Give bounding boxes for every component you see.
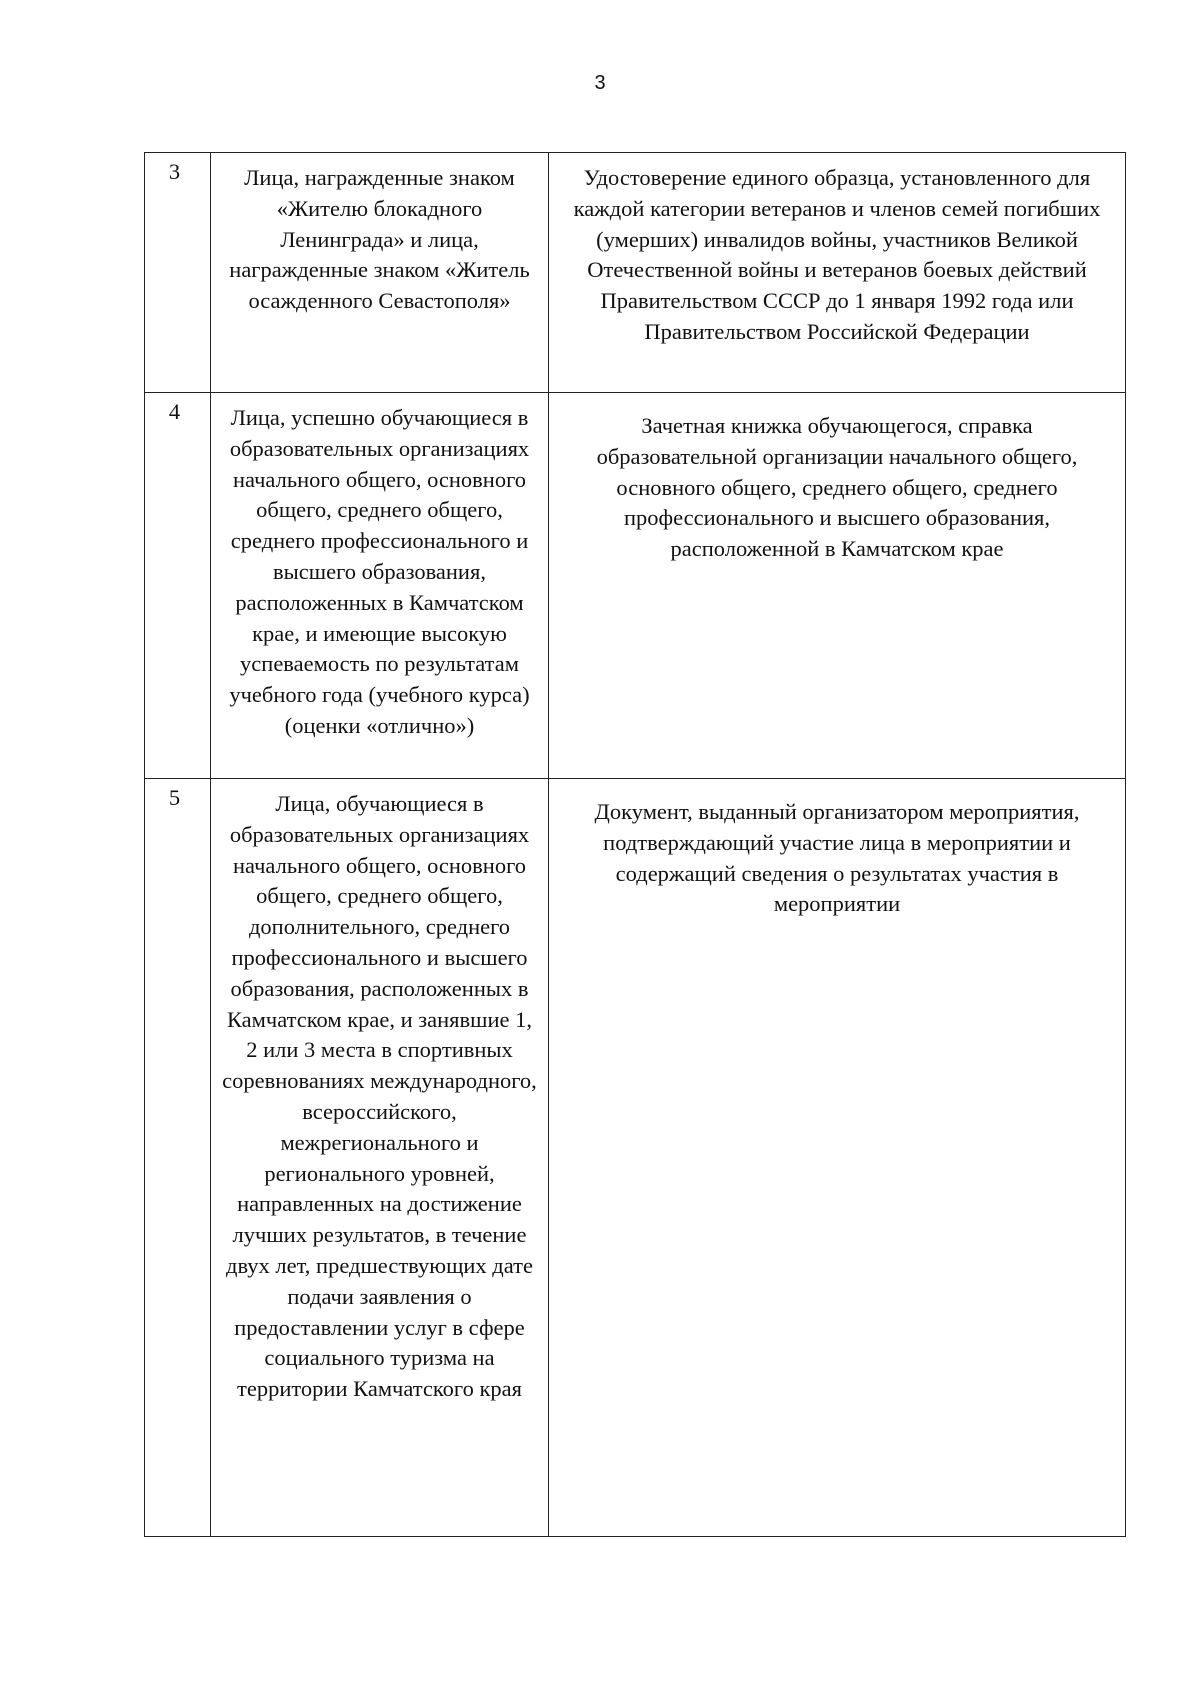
page-number: 3 [594, 72, 606, 94]
required-document: Документ, выданный организатором мероприятия, подтверждающий участие лица в мероприятии и содержащий сведения о результатах участия в мероприятии [549, 779, 1126, 1537]
table-row [145, 393, 1126, 779]
required-document: Зачетная книжка обучающегося, справка образовательной организации начального общего, основного общего, среднего общего, среднего профессионального и высшего образования, расположенной в Камчатском крае [549, 393, 1126, 779]
row-number: 5 [145, 779, 211, 1537]
document-table [144, 152, 1126, 1537]
recipient-category: Лица, награжденные знаком «Жителю блокадного Ленинграда» и лица, награжденные знаком «Житель осажденного Севастополя» [211, 153, 549, 393]
table-row [145, 153, 1126, 393]
table-row [145, 779, 1126, 1537]
row-number: 3 [145, 153, 211, 393]
row-number: 4 [145, 393, 211, 779]
recipient-category: Лица, успешно обучающиеся в образовательных организациях начального общего, основного общего, среднего общего, среднего профессионального и высшего образования, расположенных в Камчатском крае, и имеющие высокую успеваемость по результатам учебного года (учебного курса) (оценки «отлично») [211, 393, 549, 779]
required-document: Удостоверение единого образца, установленного для каждой категории ветеранов и членов семей погибших (умерших) инвалидов войны, участников Великой Отечественной войны и ветеранов боевых действий Правительством СССР до 1 января 1992 года или Правительством Российской Федерации [549, 153, 1126, 393]
recipient-category: Лица, обучающиеся в образовательных организациях начального общего, основного общего, среднего общего, дополнительного, среднего профессионального и высшего образования, расположенных в Камчатском крае, и занявшие 1, 2 или 3 места в спортивных соревнованиях международного, всероссийского, межрегионального и регионального уровней, направленных на достижение лучших результатов, в течение двух лет, предшествующих дате подачи заявления о предоставлении услуг в сфере социального туризма на территории Камчатского края [211, 779, 549, 1537]
